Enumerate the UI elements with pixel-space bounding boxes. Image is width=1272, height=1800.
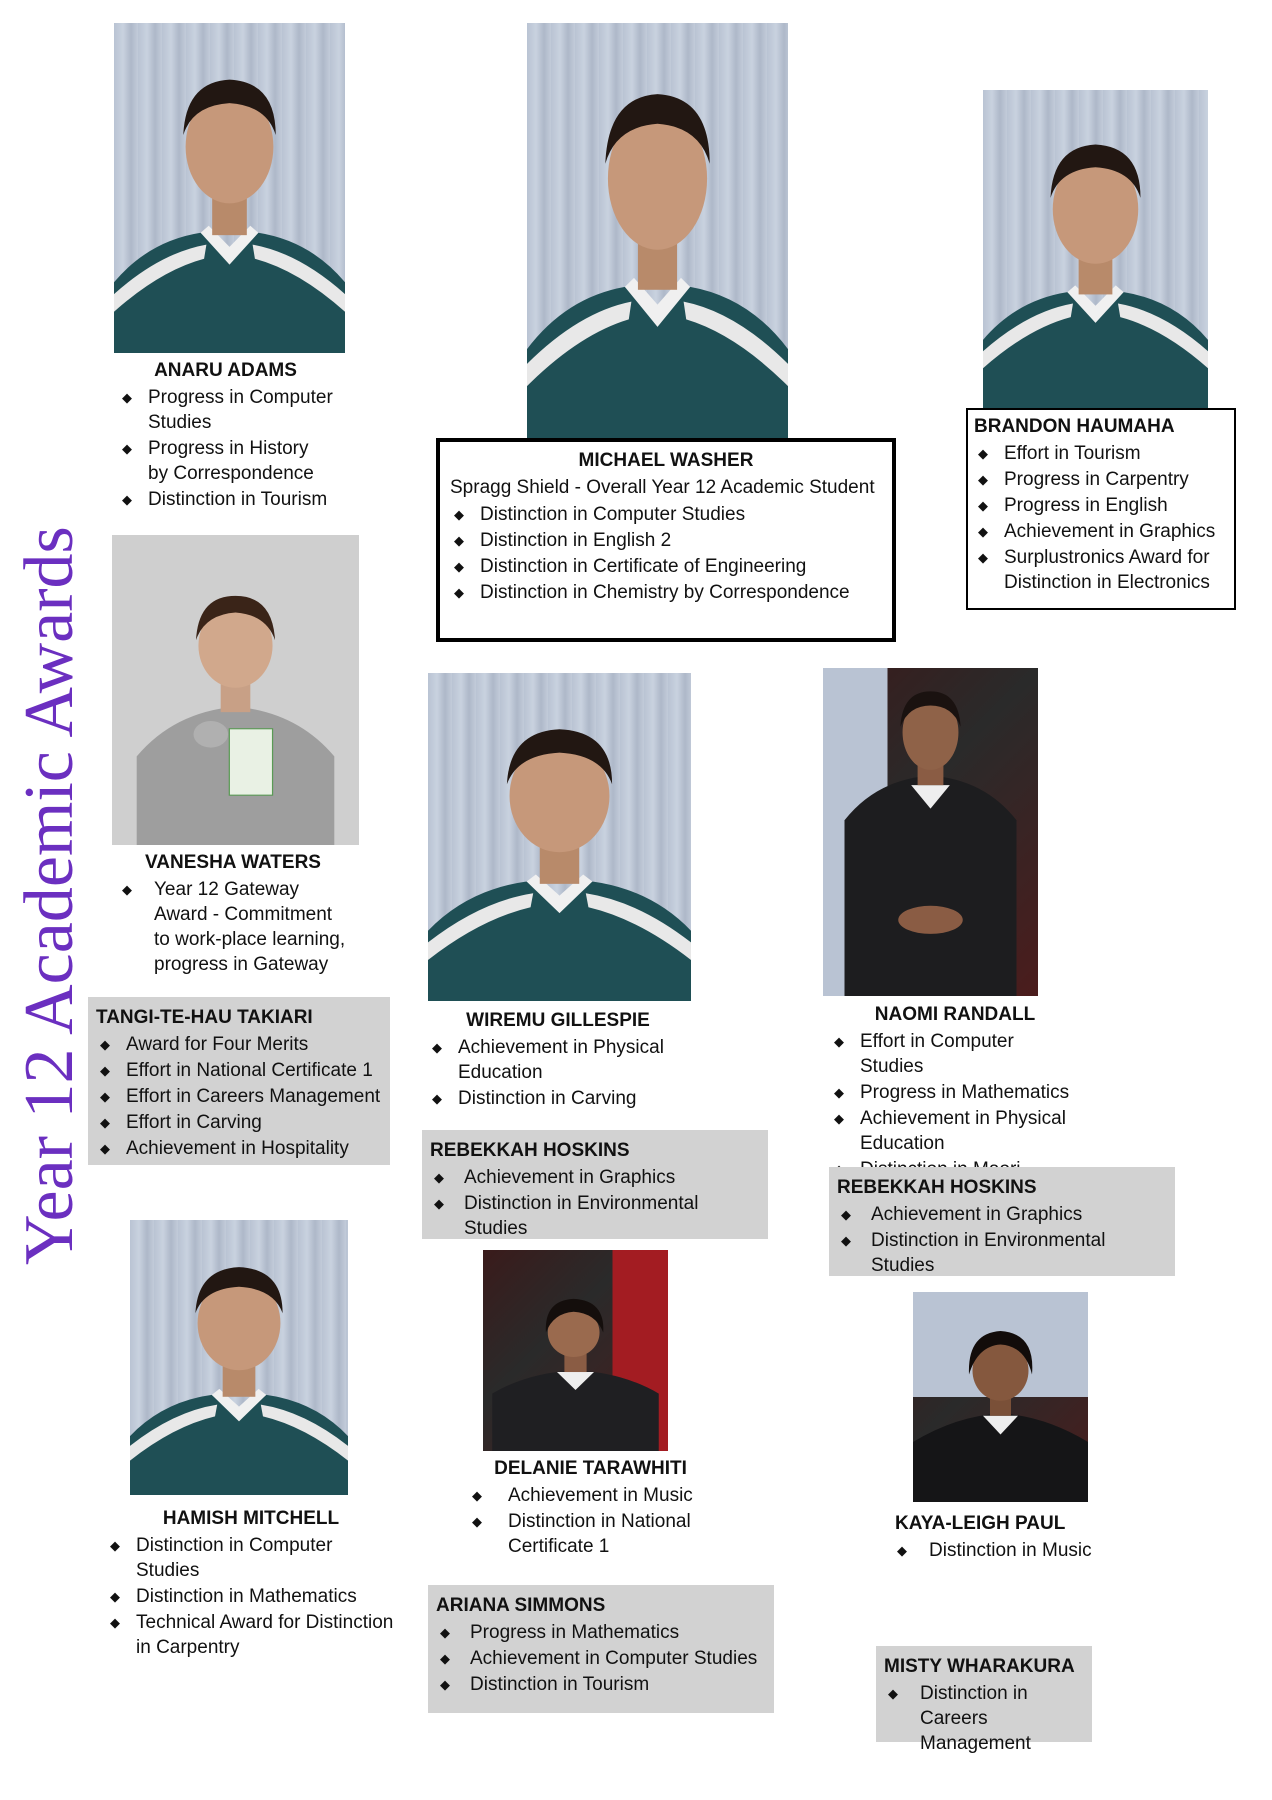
award-card-rebekkah-hoskins-1 (422, 1130, 768, 1239)
award-item: ◆ Effort in Tourism (974, 441, 1228, 466)
award-item: ◆ Achievement in Graphics (430, 1165, 760, 1190)
award-item: ◆ Achievement in Hospitality (96, 1136, 382, 1161)
student-name: VANESHA WATERS (145, 852, 321, 873)
photo-brandon-haumaha (983, 90, 1208, 408)
award-item: ◆ Effort in Computer Studies (830, 1029, 1080, 1079)
award-card-wiremu-gillespie (428, 1008, 688, 1112)
award-card-naomi-randall (830, 1002, 1080, 1183)
award-card-delanie-tarawhiti (468, 1456, 713, 1560)
award-item: ◆ Year 12 Gateway Award - Commitment to work-place learning, progress in Gateway (118, 877, 348, 977)
award-item: ◆ Progress in Carpentry (974, 467, 1228, 492)
student-name: TANGI-TE-HAU TAKIARI (96, 1007, 313, 1028)
award-item: ◆ Progress in Mathematics (830, 1080, 1080, 1105)
student-name: DELANIE TARAWHITI (494, 1458, 687, 1479)
photo-kaya-leigh-paul (913, 1292, 1088, 1502)
student-name: MISTY WHARAKURA (884, 1656, 1075, 1677)
award-item: ◆ Achievement in Graphics (974, 519, 1228, 544)
photo-michael-washer (527, 23, 788, 438)
student-name: REBEKKAH HOSKINS (837, 1177, 1037, 1198)
student-name: ARIANA SIMMONS (436, 1595, 606, 1616)
award-item: ◆ Technical Award for Distinction in Carpentry (106, 1610, 396, 1660)
award-item: ◆ Distinction in Environmental Studies (837, 1228, 1167, 1278)
page-title: Year 12 Academic Awards (11, 526, 88, 1265)
award-item: ◆ Effort in National Certificate 1 (96, 1058, 382, 1083)
award-item: ◆ Achievement in Physical Education (830, 1106, 1080, 1156)
award-item: ◆ Distinction in Computer Studies (450, 502, 882, 527)
award-item: ◆ Progress in Mathematics (436, 1620, 766, 1645)
award-card-kaya-leigh-paul (893, 1511, 1123, 1564)
student-name: HAMISH MITCHELL (162, 1508, 340, 1529)
award-item: ◆ Distinction in Environmental Studies (430, 1191, 760, 1241)
award-subtitle: Spragg Shield - Overall Year 12 Academic Student (450, 477, 875, 498)
photo-naomi-randall (823, 668, 1038, 996)
award-card-tangi-te-hau-takiari (88, 997, 390, 1165)
award-card-vanesha-waters (118, 850, 348, 978)
award-item: ◆ Distinction in National Certificate 1 (468, 1509, 713, 1559)
student-name: MICHAEL WASHER (578, 450, 754, 471)
award-item: ◆ Progress in Computer Studies (118, 385, 333, 435)
student-name: BRANDON HAUMAHA (974, 416, 1175, 437)
photo-delanie-tarawhiti (483, 1250, 668, 1451)
award-card-rebekkah-hoskins-2 (829, 1167, 1175, 1276)
award-item: ◆ Distinction in Music (893, 1538, 1123, 1563)
award-item: ◆ Achievement in Computer Studies (436, 1646, 766, 1671)
student-name: KAYA-LEIGH PAUL (895, 1513, 1066, 1534)
award-card-misty-wharakura (876, 1646, 1092, 1754)
award-card-anaru-adams (118, 358, 333, 513)
photo-anaru-adams (114, 23, 345, 353)
award-item: ◆ Distinction in Tourism (436, 1672, 766, 1697)
award-item: ◆ Award for Four Merits (96, 1032, 382, 1057)
student-name: REBEKKAH HOSKINS (430, 1140, 630, 1161)
award-item: ◆ Progress in English (974, 493, 1228, 518)
student-name: NAOMI RANDALL (874, 1004, 1036, 1025)
award-card-ariana-simmons (428, 1585, 774, 1713)
award-item: ◆ Distinction in Tourism (118, 487, 333, 512)
award-item: ◆ Distinction in Computer Studies (106, 1533, 396, 1583)
award-item: ◆ Achievement in Graphics (837, 1202, 1167, 1227)
award-item: ◆ Distinction in Chemistry by Correspondence (450, 580, 882, 605)
award-item: ◆ Achievement in Physical Education (428, 1035, 688, 1085)
award-item: ◆ Distinction in Mathematics (106, 1584, 396, 1609)
award-card-hamish-mitchell (106, 1506, 396, 1661)
award-item: ◆ Distinction in Carving (428, 1086, 688, 1111)
award-item: ◆ Effort in Carving (96, 1110, 382, 1135)
award-item: ◆ Progress in History by Correspondence (118, 436, 333, 486)
student-name: ANARU ADAMS (154, 360, 297, 381)
award-item: ◆ Distinction in English 2 (450, 528, 882, 553)
award-card-michael-washer (436, 438, 896, 642)
photo-vanesha-waters (112, 535, 359, 845)
student-name: WIREMU GILLESPIE (466, 1010, 650, 1031)
award-item: ◆ Effort in Careers Management (96, 1084, 382, 1109)
award-card-brandon-haumaha (966, 408, 1236, 610)
photo-hamish-mitchell (130, 1220, 348, 1495)
award-item: ◆ Achievement in Music (468, 1483, 713, 1508)
photo-wiremu-gillespie (428, 673, 691, 1001)
award-item: ◆ Distinction in Certificate of Engineering (450, 554, 882, 579)
award-item: ◆ Surplustronics Award for Distinction in Electronics (974, 545, 1228, 595)
award-item: ◆ Distinction in Careers Management (884, 1681, 1084, 1756)
